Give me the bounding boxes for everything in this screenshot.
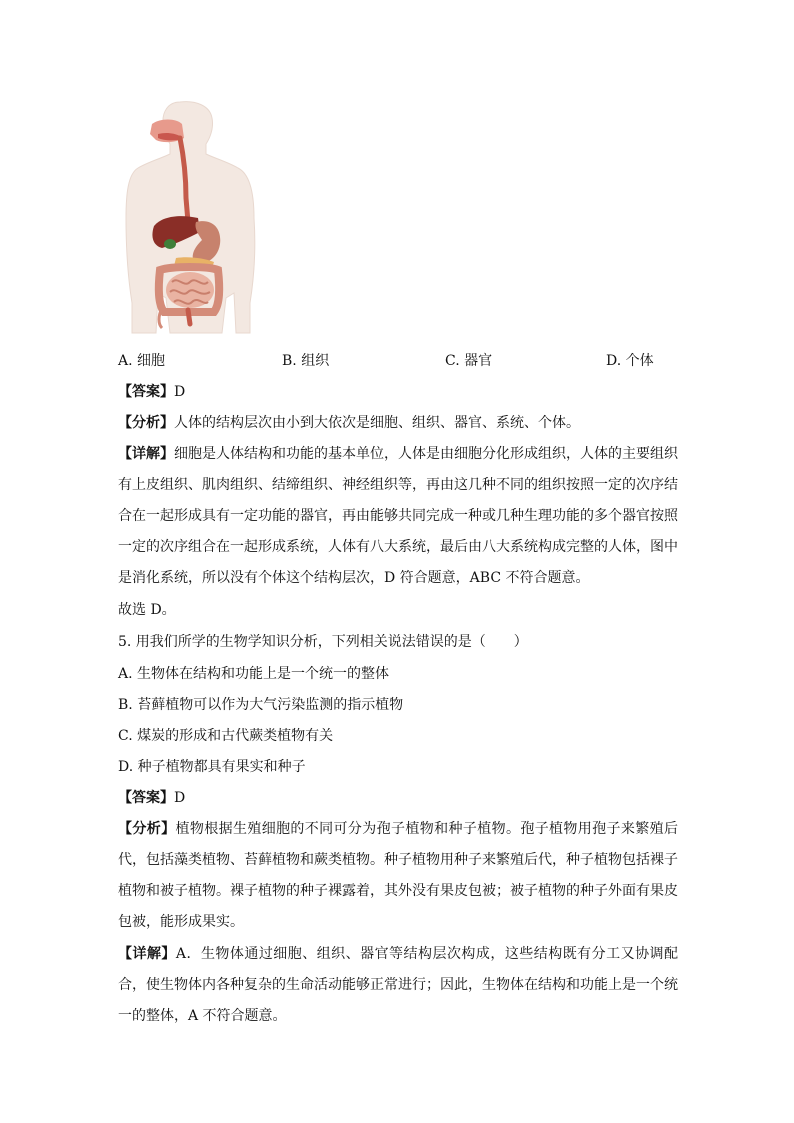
q5-stem: 5. 用我们所学的生物学知识分析，下列相关说法错误的是（ ） — [118, 634, 528, 650]
small-intestine — [166, 272, 214, 308]
q4-answer-value: D — [174, 384, 186, 400]
q5-option-b: B. 苔藓植物可以作为大气污染监测的指示植物 — [118, 697, 404, 713]
q5-analysis-tag: 【分析】 — [118, 821, 176, 837]
gallbladder — [164, 239, 176, 249]
q4-analysis — [118, 413, 678, 433]
q4-option-b: B. 组织 — [282, 353, 330, 369]
q4-detail-text: 细胞是人体结构和功能的基本单位，人体是由细胞分化形成组织，人体的主要组织有上皮组织、肌肉组织、结缔组织、神经组织等，再由这几种不同的组织按照一定的次序结合在一起形成具有一定功能的器官，再由能够共同完成一种或几种生理功能的多个器官按照一定的次序组合在一起形成系统，人体有八大系统，最后由八大系统构成完整的人体，图中是消化系统，所以没有个体这个结构层次，D 符合题意，ABC 不符合题意。 — [118, 446, 678, 586]
q5-analysis-text: 植物根据生殖细胞的不同可分为孢子植物和种子植物。孢子植物用孢子来繁殖后代，包括藻类植物、苔藓植物和蕨类植物。种子植物用种子来繁殖后代，种子植物包括裸子植物和被子植物。裸子植物的种子裸露着，其外没有果皮包被；被子植物的种子外面有果皮包被，能形成果实。 — [118, 821, 679, 930]
rectum — [188, 310, 190, 324]
q5-answer — [118, 788, 678, 808]
q5-detail-text: A．生物体通过细胞、组织、器官等结构层次构成，这些结构既有分工又协调配合，使生物体内各种复杂的生命活动能够正常进行；因此，生物体在结构和功能上是一个统一的整体，A 不符合题意。 — [118, 946, 679, 1024]
q5-option-c: C. 煤炭的形成和古代蕨类植物有关 — [118, 728, 334, 744]
q4-conclusion: 故选 D。 — [118, 602, 176, 618]
appendix — [159, 308, 162, 328]
q5-detail-tag: 【详解】 — [118, 946, 176, 962]
question4-options — [118, 350, 678, 374]
q5-detail — [118, 939, 678, 1032]
q4-option-c: C. 器官 — [445, 353, 493, 369]
q4-analysis-text: 人体的结构层次由小到大依次是细胞、组织、器官、系统、个体。 — [174, 415, 580, 431]
q4-analysis-tag: 【分析】 — [118, 415, 174, 431]
q4-answer-tag: 【答案】 — [118, 384, 174, 400]
q4-option-a: A. 细胞 — [118, 353, 166, 369]
q5-answer-value: D — [174, 790, 186, 806]
q4-option-d: D. 个体 — [606, 353, 654, 369]
q5-option-d: D. 种子植物都具有果实和种子 — [118, 759, 306, 775]
digestive-system-illustration — [118, 98, 258, 336]
q5-analysis — [118, 814, 678, 938]
q5-option-a: A. 生物体在结构和功能上是一个统一的整体 — [118, 666, 390, 682]
q5-answer-tag: 【答案】 — [118, 790, 174, 806]
q4-detail — [118, 439, 678, 594]
q4-detail-tag: 【详解】 — [118, 446, 174, 462]
q4-answer — [118, 382, 678, 402]
